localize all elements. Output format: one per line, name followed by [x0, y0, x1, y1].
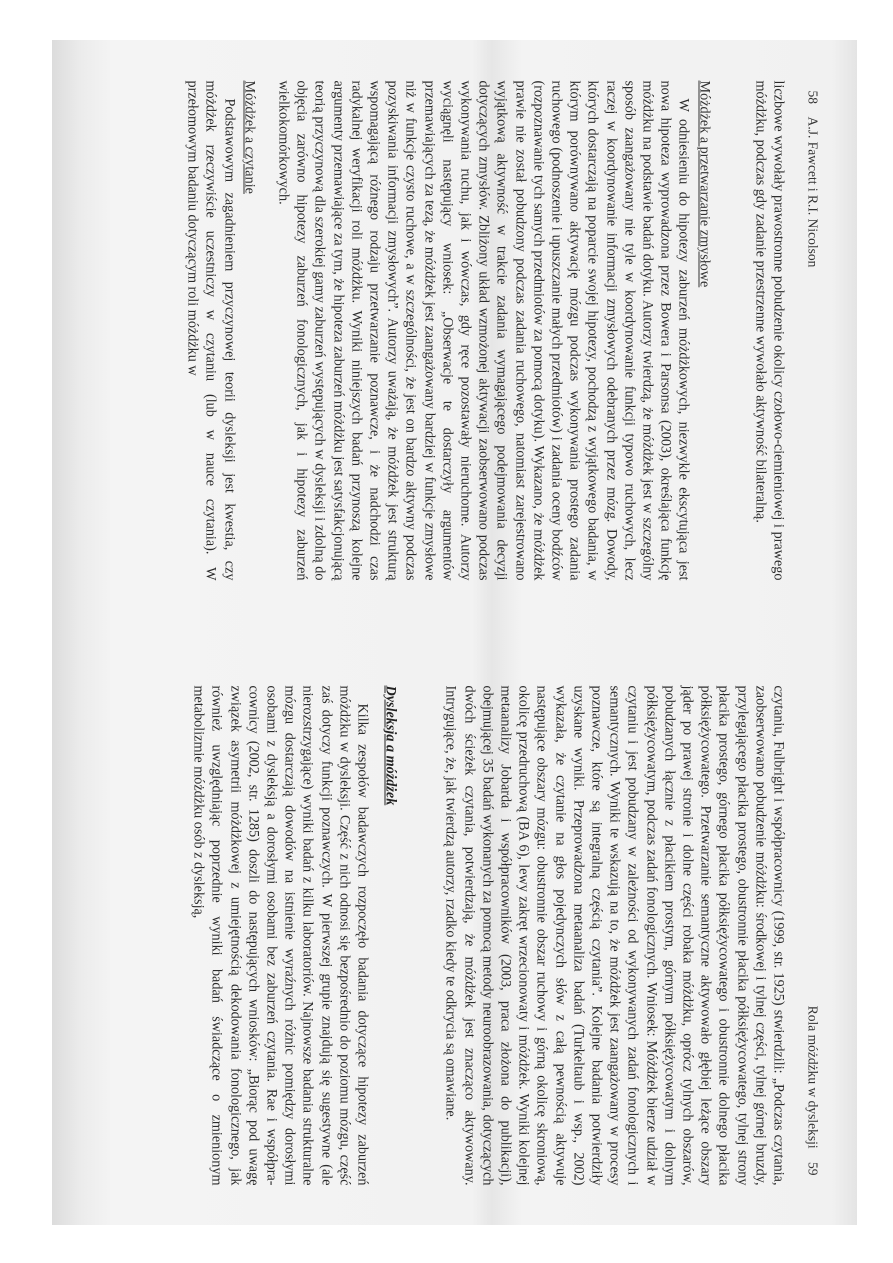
book-spread-scan	[52, 40, 857, 1225]
right-page-body	[189, 685, 787, 1185]
right-page	[70, 665, 840, 1205]
section-heading: Móżdżek a przetwarzanie zmysłowe	[696, 80, 713, 287]
paragraph: Kilka zespołów badawczych rozpoczęło badania dotyczące hipotezy zaburzeń móżdżku w dysleksji. Część z nich odnosi się bezpośrednio do poziomu mózgu, część zaś dotyczy funkcji poznawczych. W pierwszej grupie znajdują się sugestywne (ale nierozstrzygające) wyniki badań z kilku laboratoriów. Najnowsze badania strukturalne mózgu dostarczają dowodów na istnienie wyraźnych różnic pomiędzy dorosłymi osobami z dysleksją a dorosłymi osobami bez zaburzeń czytania. Rae i współpracownicy (2002, str. 1285) doszli do następujących wniosków: „Biorąc pod uwagę związek asymetrii móżdżkowej z umiejętnością dekodowania fonologicznego, jak również uwzględniając poprzednie wyniki badań świadczące o zmienionym metabolizmie móżdżku osób z dysleksją,	[190, 685, 371, 1185]
spacer	[729, 80, 751, 580]
section-heading: Dysleksja a móżdżek	[382, 685, 399, 805]
right-running-title: Rola móżdżku w dysleksji	[805, 1005, 821, 1149]
left-page-number: 58	[805, 90, 821, 104]
section-heading: Móżdżek a czytanie	[241, 80, 258, 194]
right-running-head	[803, 1005, 821, 1185]
left-running-title: A.J. Fawcett i R.I. Nicolson	[805, 116, 821, 267]
left-page-body	[183, 80, 787, 580]
left-running-head	[803, 80, 821, 267]
left-page	[70, 60, 840, 600]
right-page-number: 59	[805, 1161, 821, 1175]
spacer	[420, 685, 442, 1185]
paragraph: W odniesieniu do hipotezy zaburzeń móżdżkowych, niezwykle ekscytująca jest nowa hipoteza wyprowadzona przez Bowera i Parsonsa (2003), określająca funkcję móżdżku na podstawie badań dotyku. Autorzy twierdzą, że móżdżek jest w szczególny sposób zaangażowany nie tyle w koordynowanie funkcji typowo ruchowych, lecz raczej w koordynowanie informacji zmysłowych odebranych przez mózg. Dowody, których dostarczają na poparcie swojej hipotezy, pochodzą z wyjątkowego badania, w którym porównywano aktywację mózgu podczas wykonywania prostego zadania ruchowego (podnoszenie i upuszczanie małych przedmiotów) i zadania oceny bodźców (rozpoznawanie tych samych przedmiotów za pomocą dotyku). Wykazano, że móżdżek prawie nie został pobudzony podczas zadania ruchowego, natomiast zarejestrowano wyjątkową aktywność w trakcie zadania wymagającego podejmowania decyzji dotyczących zmysłów. Zbliżony układ wzmożonej aktywacji zaobserwowano podczas wykonywania ruchu, jak i wówczas, gdy ręce pozostawały nieruchome. Autorzy wyciągnęli następujący wniosek: „Obserwacje te dostarczyły argumentów przemawiających za tezą, że móżdżek jest zaangażowany bardziej w funkcje zmysłowe niż w funkcje czysto ruchowe, a w szczególności, że jest on bardzo aktywny podczas pozyskiwania informacji zmysłowych”. Autorzy uważają, że móżdżek jest strukturą wspomagającą różnego rodzaju przetwarzanie poznawcze, i że nadchodzi czas radykalnej weryfikacji roli móżdżku. Wyniki niniejszych badań przynoszą kolejne argumenty przemawiające za tym, że hipoteza zaburzeń móżdżku jest satysfakcjonującą teorią przyczynową dla szerokiej gamy zaburzeń występujących w dysleksji i zdolną do objęcia zarówno hipotezy zaburzeń fonologicznych, jak i hipotezy zaburzeń wielkokomórkowych.	[275, 80, 692, 581]
paragraph: Podstawowym zagadnieniem przyczynowej teorii dysleksji jest kwestia, czy móżdżek rzeczywiście uczestniczy w czytaniu (lub w nauce czytania). W przełomowym badaniu dotyczącym roli móżdżku w	[184, 80, 238, 580]
rotated-spread	[70, 60, 840, 1205]
paragraph: liczbowe wywołały prawostronne pobudzenie okolicy czołowo-ciemieniowej i prawego móżdżku, podczas gdy zadanie przestrzenne wywołało aktywność bilateralną.	[752, 80, 787, 580]
paragraph: czytaniu, Fulbright i współpracownicy (1999, str. 1925) stwierdzili: „Podczas czytania, zaobserwowano pobudzenie móżdżku: środkowej i tylnej części, tylnej górnej bruzdy, przylegającego płacika prostego, obustronnie płacika półksiężycowatego, tylnej strony płacika prostego, górnego płacika półksiężycowatego i obustronnie dolnego płacika półksiężycowatego. Przetwarzanie semantyczne aktywowało głębiej leżące obszary jąder po prawej stronie i dolne części robaka móżdżku, oprócz tylnych obszarów, pobudzanych łącznie z płacikiem prostym, górnym półksiężycowatym i dolnym półksiężycowatym, podczas zadań fonologicznych. Wniosek: Móżdżek bierze udział w czytaniu i jest pobudzany w zależności od wykonywanych zadań fonologicznych i semantycznych. Wyniki te wskazują na to, że móżdżek jest zaangażowany w procesy poznawcze, które są integralną częścią czytania”. Kolejne badania potwierdziły uzyskane wyniki. Przeprowadzona metaanaliza badań (Turkeltaub i wsp., 2002) wykazała, że czytanie na głos pojedynczych słów z całą pewnością aktywuje następujące obszary mózgu: obustronnie obszar ruchowy i górną okolicę skroniową, okolicę przedruchową (BA 6), lewy zakręt wrzecionowaty i móżdżek. Wyniki kolejnej metaanalizy Jobarda i współpracowników (2003, praca złożona do publikacji), obejmującej 35 badań wykonanych za pomocą metody neuroobrazowania, dotyczących dwóch ścieżek czytania, potwierdzają, że móżdżek jest znacząco aktywowany. Intrygujące, że, jak twierdzą autorzy, rzadko kiedy te odkrycia są omawiane.	[442, 685, 787, 1185]
